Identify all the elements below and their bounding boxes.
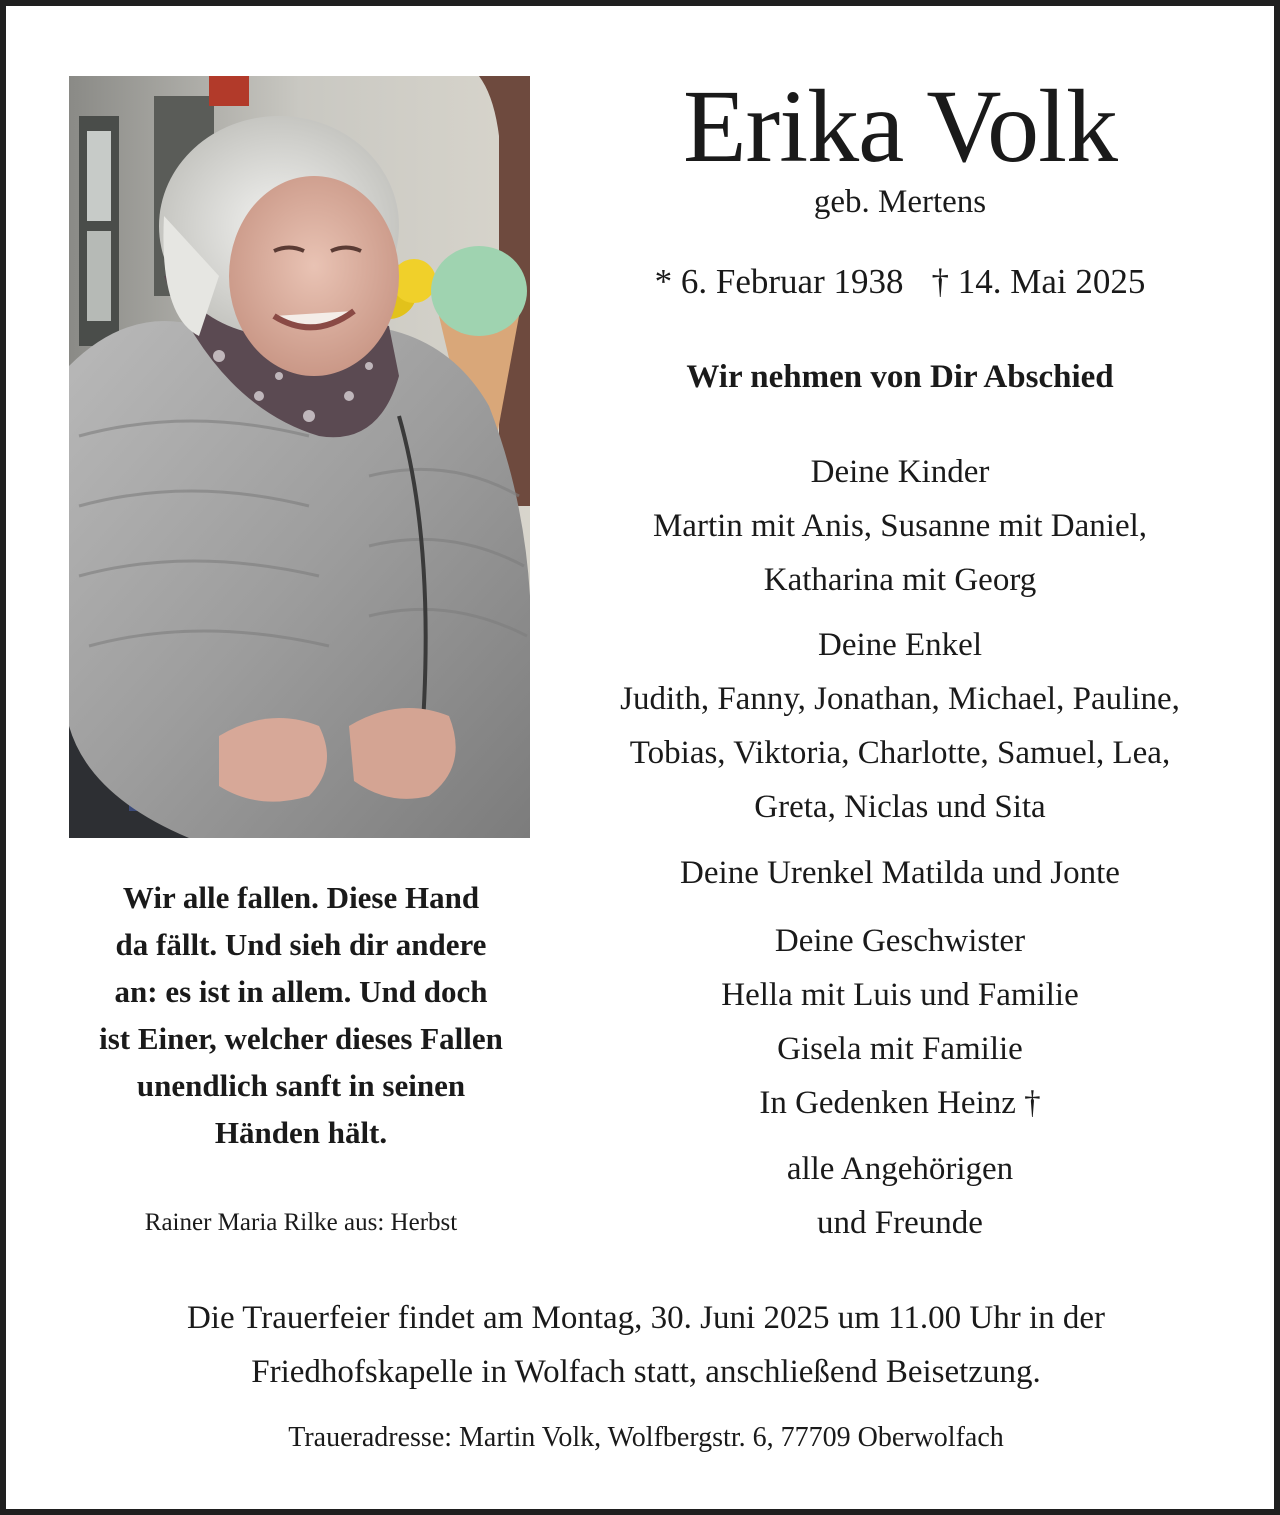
mourning-address: Traueradresse: Martin Volk, Wolfbergstr. 6, 77709 Oberwolfach (288, 1422, 1004, 1453)
quote-source: Rainer Maria Rilke aus: Herbst (144, 1209, 458, 1236)
portrait-image (69, 76, 530, 838)
quote-line: Händen hält. (214, 1115, 388, 1150)
relatives-line: und Freunde (817, 1205, 983, 1241)
children-line: Katharina mit Georg (763, 562, 1037, 598)
quote-line: Wir alle fallen. Diese Hand (122, 880, 480, 915)
siblings-line: Hella mit Luis und Familie (721, 977, 1079, 1013)
quote-line: an: es ist in allem. Und doch (114, 974, 488, 1009)
death-date: † 14. Mai 2025 (931, 262, 1146, 301)
quote-line: unendlich sanft in seinen (136, 1068, 466, 1103)
grandchildren-heading: Deine Enkel (817, 627, 983, 663)
quote-line: ist Einer, welcher dieses Fallen (99, 1021, 503, 1056)
maiden-name: geb. Mertens (813, 184, 987, 220)
grandchildren-line: Judith, Fanny, Jonathan, Michael, Pauline, (620, 681, 1180, 717)
siblings-line: Gisela mit Familie (777, 1031, 1023, 1067)
grandchildren-line: Greta, Niclas und Sita (754, 789, 1046, 825)
deceased-name: Erika Volk (683, 69, 1117, 184)
ceremony-info (46, 1291, 1246, 1399)
grandchildren-line: Tobias, Viktoria, Charlotte, Samuel, Lea, (629, 735, 1171, 771)
siblings-heading: Deine Geschwister (774, 923, 1026, 959)
children-line: Martin mit Anis, Susanne mit Daniel, (652, 508, 1148, 544)
relatives-line: alle Angehörigen (786, 1151, 1014, 1187)
children-heading: Deine Kinder (810, 454, 990, 490)
portrait-photo (69, 76, 530, 838)
ceremony-line: Friedhofskapelle in Wolfach statt, anschließend Beisetzung. (251, 1354, 1041, 1390)
quote-line: da fällt. Und sieh dir andere (115, 927, 487, 962)
grandchildren-group (566, 618, 1234, 834)
farewell-line: Wir nehmen von Dir Abschied (686, 359, 1114, 395)
children-group (566, 445, 1234, 607)
siblings-group (566, 914, 1234, 1130)
relatives-group (566, 1142, 1234, 1250)
rilke-quote (46, 874, 556, 1156)
great-grandchildren-line (566, 846, 1234, 900)
birth-date: * 6. Februar 1938 (654, 262, 904, 301)
ceremony-line: Die Trauerfeier findet am Montag, 30. Juni 2025 um 11.00 Uhr in der (186, 1300, 1106, 1336)
siblings-line: In Gedenken Heinz † (759, 1085, 1041, 1121)
great-grandchildren-text: Deine Urenkel Matilda und Jonte (680, 855, 1120, 891)
life-dates (566, 261, 1234, 303)
